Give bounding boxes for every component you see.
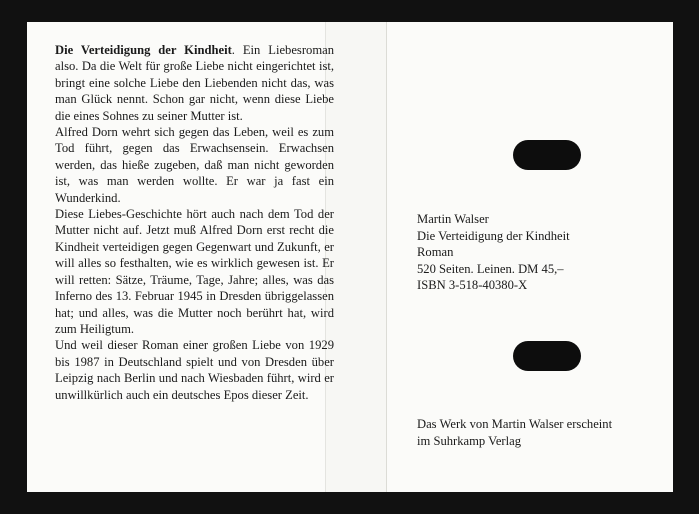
publisher-note-line-2: im Suhrkamp Verlag [417, 433, 522, 448]
book-genre: Roman [417, 245, 454, 259]
book-title: Die Verteidigung der Kindheit [417, 228, 570, 243]
blurb-title: Die Verteidigung der Kindheit [55, 43, 232, 57]
blurb-paragraph-2: Alfred Dorn wehrt sich gegen das Leben, weil es zum Tod führt, gegen das Erwachsensein. Erwachsen werden, das hieße zugeben, daß man nicht geworden ist, was man werden wollte. Er war ja fast ein Wunderkind. [55, 125, 334, 205]
book-author: Martin Walser [417, 212, 489, 226]
punch-hole-bottom [513, 341, 581, 371]
book-isbn: ISBN 3-518-40380-X [417, 278, 528, 292]
book-info [417, 211, 570, 294]
publisher-note-line-1: Das Werk von Martin Walser erscheint [417, 417, 613, 431]
punch-hole-top [513, 140, 581, 170]
publisher-note [417, 416, 612, 449]
blurb-paragraph-4: Und weil dieser Roman einer großen Liebe von 1929 bis 1987 in Deutschland spielt und von Dresden über Leipzig nach Berlin und nach Wiesbaden führt, wird er unwillkürlich auch ein deutsches Epos dieser Zeit. [55, 338, 334, 402]
blurb-paragraph-1-text: . Ein Liebesroman also. Da die Welt für große Liebe nicht eingerichtet ist, bringt eine solche Liebe den Liebenden nicht das, was man Glück nennt. Schon gar nicht, wenn diese Liebe die eines Sohnes zu seiner Mutter ist. [55, 43, 335, 123]
blurb-paragraph-1 [55, 42, 334, 124]
blurb-paragraph-3: Diese Liebes-Geschichte hört auch nach dem Tod der Mutter nicht auf. Jetzt muß Alfred Dorn erst recht die Kindheit verteidigen gegen Gegenwart und Zukunft, er will alles so festhalten, wie es wirklich gewesen ist. Er will retten: Sätze, Träume, Tage, Jahre; alles, was das Inferno des 13. Februar 1945 in Dresden übriggelassen hat; und alles, was die Mutter noch berührt hat, wird zum Heiligtum. [55, 207, 334, 336]
fold-panel [326, 22, 386, 492]
blurb-text [55, 42, 334, 403]
book-details: 520 Seiten. Leinen. DM 45,– [417, 261, 564, 276]
